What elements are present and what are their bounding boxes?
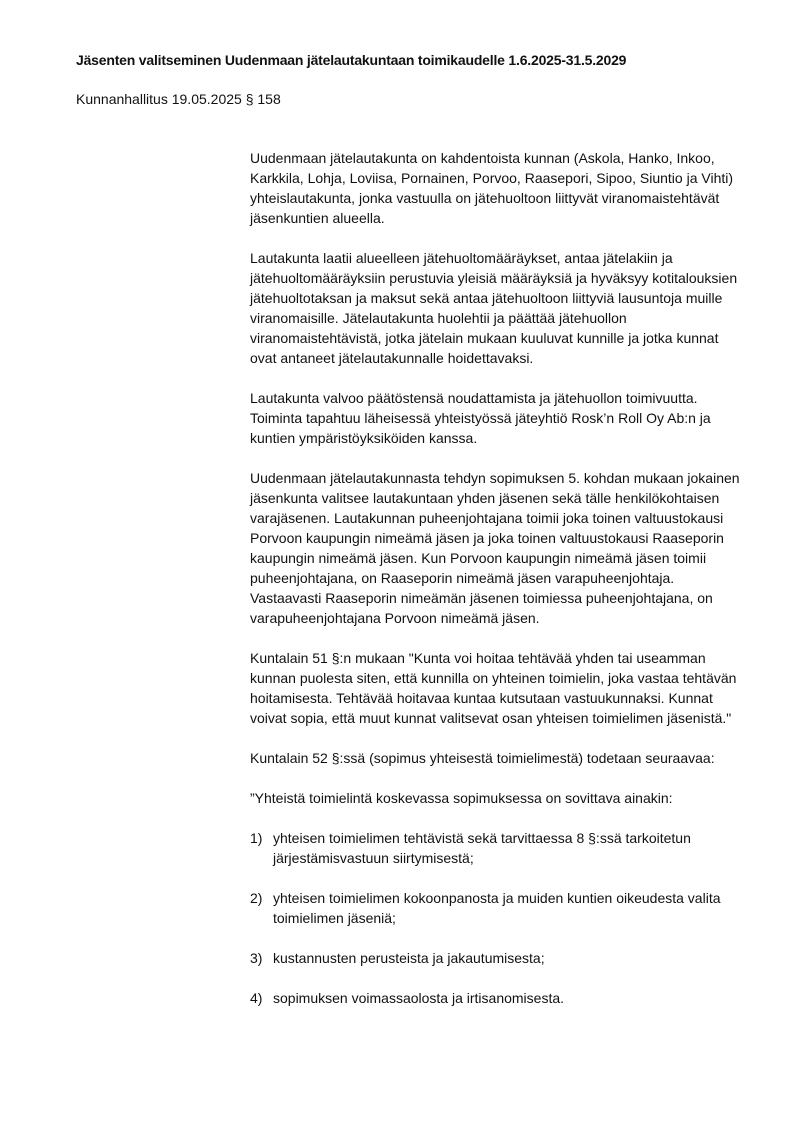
paragraph-board-description: Uudenmaan jätelautakunta on kahdentoista kunnan (Askola, Hanko, Inkoo, Karkkila, Lohja, Loviisa, Pornainen, Porvoo, Raasepori, Sipoo, Siuntio ja Vihti) yhteislautakunta, jonka vastuulla on jätehuoltoon liittyvät viranomaistehtävät jäsenkuntien alueella. xyxy=(250,150,734,226)
meeting-reference: Kunnanhallitus 19.05.2025 § 158 xyxy=(76,91,281,107)
agreement-requirements-list xyxy=(250,828,742,1008)
list-item-text: sopimuksen voimassaolosta ja irtisanomisesta. xyxy=(273,990,565,1006)
paragraph-quote-intro: ”Yhteistä toimielintä koskevassa sopimuksessa on sovittava ainakin: xyxy=(250,790,673,806)
list-item-number: 1) xyxy=(250,830,263,846)
list-item-number: 3) xyxy=(250,950,263,966)
paragraph-law-section-52: Kuntalain 52 §:ssä (sopimus yhteisestä toimielimestä) todetaan seuraavaa: xyxy=(250,750,715,766)
list-item xyxy=(250,888,742,928)
list-item-text: kustannusten perusteista ja jakautumisesta; xyxy=(273,950,545,966)
list-item xyxy=(250,828,742,868)
paragraph-board-duties: Lautakunta laatii alueelleen jätehuoltomääräykset, antaa jätelakiin ja jätehuoltomääräyksiin perustuvia yleisiä määräyksiä ja hyväksyy kotitalouksien jätehuoltotaksan ja maksut sekä antaa jätehuoltoon liittyviä lausuntoja muille viranomaisille. Jätelautakunta huolehtii ja päättää jätehuollon viranomaistehtävistä, jotka jätelain mukaan kuuluvat kunnille ja jotka kunnat ovat antaneet jätelautakunnalle hoidettavaksi. xyxy=(250,250,738,366)
document-title: Jäsenten valitseminen Uudenmaan jätelautakuntaan toimikaudelle 1.6.2025-31.5.2029 xyxy=(76,52,627,68)
list-item-number: 2) xyxy=(250,890,263,906)
list-item-text: yhteisen toimielimen kokoonpanosta ja muiden kuntien oikeudesta valita toimielimen jäseniä; xyxy=(273,890,721,926)
list-item xyxy=(250,948,742,968)
document-body xyxy=(250,148,742,1028)
paragraph-supervision: Lautakunta valvoo päätöstensä noudattamista ja jätehuollon toimivuutta. Toiminta tapahtuu läheisessä yhteistyössä jäteyhtiö Rosk’n Roll Oy Ab:n ja kuntien ympäristöyksiköiden kanssa. xyxy=(250,390,711,446)
list-item-text: yhteisen toimielimen tehtävistä sekä tarvittaessa 8 §:ssä tarkoitetun järjestämisvastuun siirtymisestä; xyxy=(273,830,691,866)
paragraph-law-section-51: Kuntalain 51 §:n mukaan "Kunta voi hoitaa tehtävää yhden tai useamman kunnan puolesta siten, että kunnilla on yhteinen toimielin, joka vastaa tehtävän hoitamisesta. Tehtävää hoitavaa kuntaa kutsutaan vastuukunnaksi. Kunnat voivat sopia, että muut kunnat valitsevat osan yhteisen toimielimen jäsenistä." xyxy=(250,650,737,726)
paragraph-agreement-membership: Uudenmaan jätelautakunnasta tehdyn sopimuksen 5. kohdan mukaan jokainen jäsenkunta valitsee lautakuntaan yhden jäsenen sekä tälle henkilökohtaisen varajäsenen. Lautakunnan puheenjohtajana toimii joka toinen valtuustokausi Porvoon kaupungin nimeämä jäsen ja joka toinen valtuustokausi Raaseporin kaupungin nimeämä jäsen. Kun Porvoon kaupungin nimeämä jäsen toimii puheenjohtajana, on Raaseporin nimeämä jäsen varapuheenjohtaja. Vastaavasti Raaseporin nimeämän jäsenen toimiessa puheenjohtajana, on varapuheenjohtajana Porvoon nimeämä jäsen. xyxy=(250,470,740,626)
list-item-number: 4) xyxy=(250,990,263,1006)
list-item xyxy=(250,988,742,1008)
